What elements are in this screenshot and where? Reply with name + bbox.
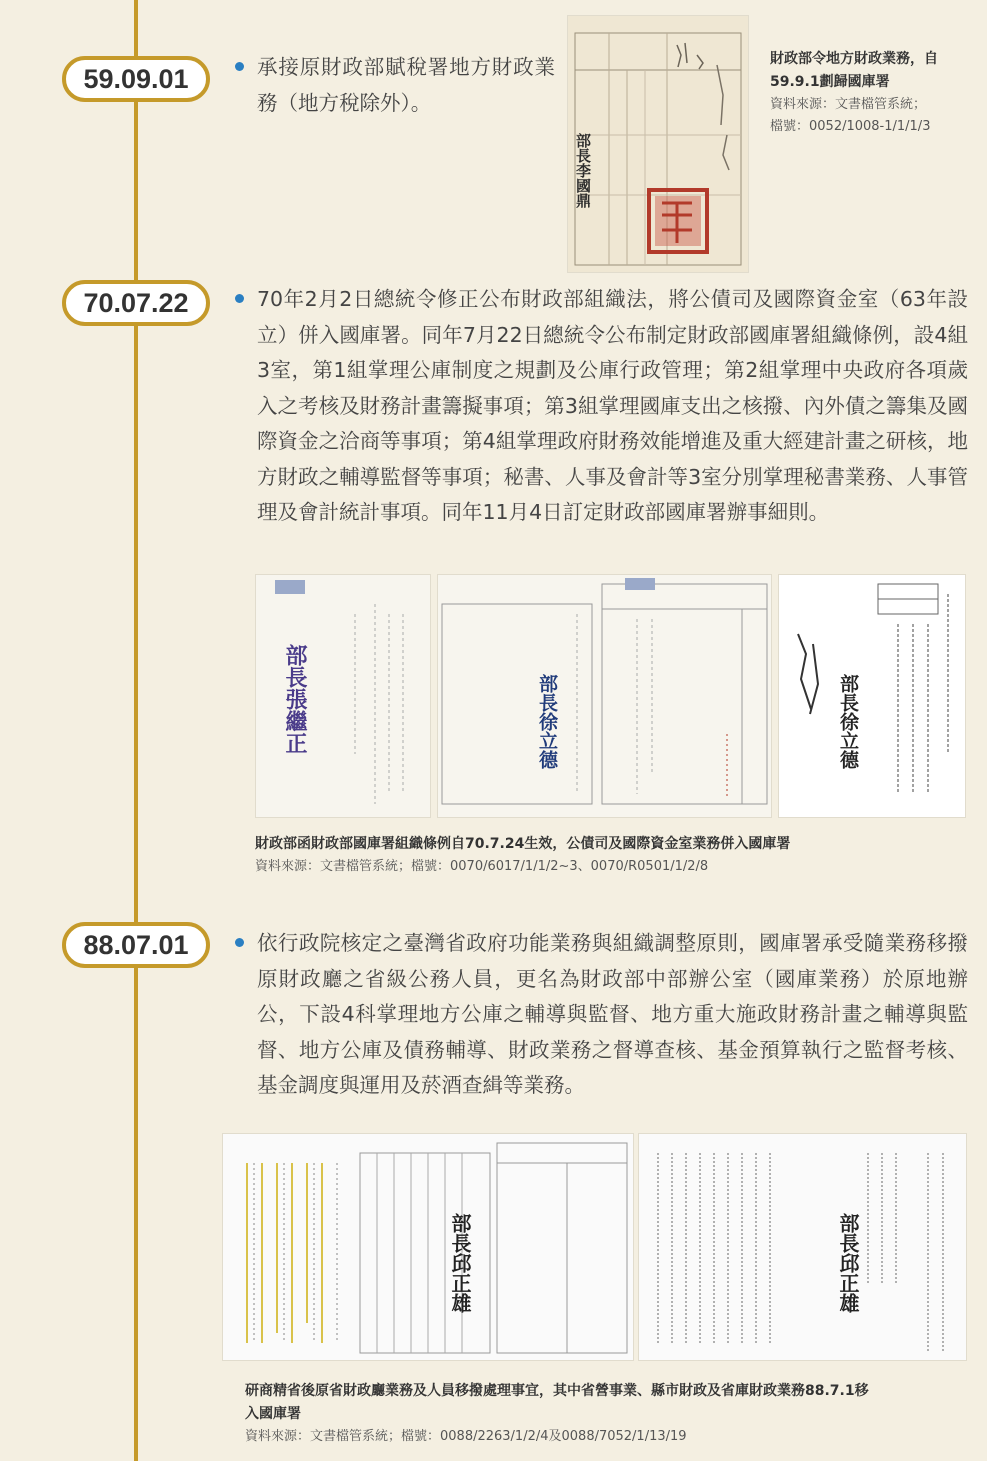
signature-text: 部長徐立德 (837, 674, 859, 769)
date-badge (62, 280, 210, 326)
signature-text: 部長李國鼎 (574, 133, 592, 208)
document-image (437, 574, 772, 818)
document-image (222, 1133, 634, 1361)
date-badge (62, 922, 210, 968)
caption-title: 入國庫署 (245, 1406, 301, 1422)
image-caption (770, 48, 975, 138)
image-caption (255, 833, 967, 878)
caption-title: 59.9.1劃歸國庫署 (770, 74, 890, 90)
caption-title: 研商精省後原省財政廳業務及人員移撥處理事宜，其中省營事業、縣市財政及省庫財政業務88.7.1移 (245, 1383, 869, 1399)
bullet-icon (235, 938, 244, 947)
document-image (778, 574, 966, 818)
entry-text (235, 282, 968, 531)
caption-source: 資料來源：文書檔管系統； (770, 97, 927, 112)
bullet-icon (235, 294, 244, 303)
date-label: 59.09.01 (83, 63, 189, 94)
caption-source: 資料來源：文書檔管系統；檔號：0070/6017/1/1/2~3、0070/R0501/1/2/8 (255, 859, 709, 874)
signature-text: 部長張繼正 (282, 644, 308, 754)
document-image (638, 1133, 967, 1361)
document-scan (567, 15, 749, 273)
entry-text-content: 依行政院核定之臺灣省政府功能業務與組織調整原則，國庫署承受隨業務移撥原財政廳之省級公務人員，更名為財政部中部辦公室（國庫業務）於原地辦公，下設4科掌理地方公庫之輔導與監督、地方重大施政財務計畫之輔導與監督、地方公庫及債務輔導、財政業務之督導查核、基金預算執行之監督考核、基金調度與運用及菸酒查緝等業務。 (257, 931, 968, 1097)
caption-title: 財政部令地方財政業務，自 (770, 51, 938, 67)
signature-text: 部長徐立德 (536, 674, 558, 769)
caption-source: 資料來源：文書檔管系統；檔號：0088/2263/1/2/4及0088/7052/1/13/19 (245, 1429, 687, 1444)
entry-text (235, 926, 968, 1104)
image-caption (245, 1380, 967, 1448)
date-label: 88.07.01 (83, 929, 189, 960)
signature-text: 部長邱正雄 (836, 1213, 860, 1313)
date-label: 70.07.22 (83, 287, 189, 318)
document-image (255, 574, 431, 818)
entry-text-content: 70年2月2日總統令修正公布財政部組織法，將公債司及國際資金室（63年設立）併入國庫署。同年7月22日總統令公布制定財政部國庫署組織條例，設4組3室，第1組掌理公庫制度之規劃及公庫行政管理；第2組掌理中央政府各項歲入之考核及財務計畫籌擬事項；第3組掌理國庫支出之核撥、內外債之籌集及國際資金之洽商等事項；第4組掌理政府財務效能增進及重大經建計畫之研核，地方財政之輔導監督等事項；秘書、人事及會計等3室分別掌理秘書業務、人事管理及會計統計事項。同年11月4日訂定財政部國庫署辦事細則。 (257, 287, 968, 524)
date-badge (62, 56, 210, 102)
entry-text-content: 承接原財政部賦稅署地方財政業務（地方稅除外）。 (257, 55, 555, 115)
timeline-line (134, 0, 138, 1461)
document-image (567, 15, 749, 273)
caption-source: 檔號：0052/1008-1/1/1/3 (770, 119, 931, 134)
entry-text (235, 50, 555, 121)
bullet-icon (235, 62, 244, 71)
caption-title: 財政部函財政部國庫署組織條例自70.7.24生效，公債司及國際資金室業務併入國庫署 (255, 836, 791, 852)
signature-text: 部長邱正雄 (448, 1213, 472, 1313)
